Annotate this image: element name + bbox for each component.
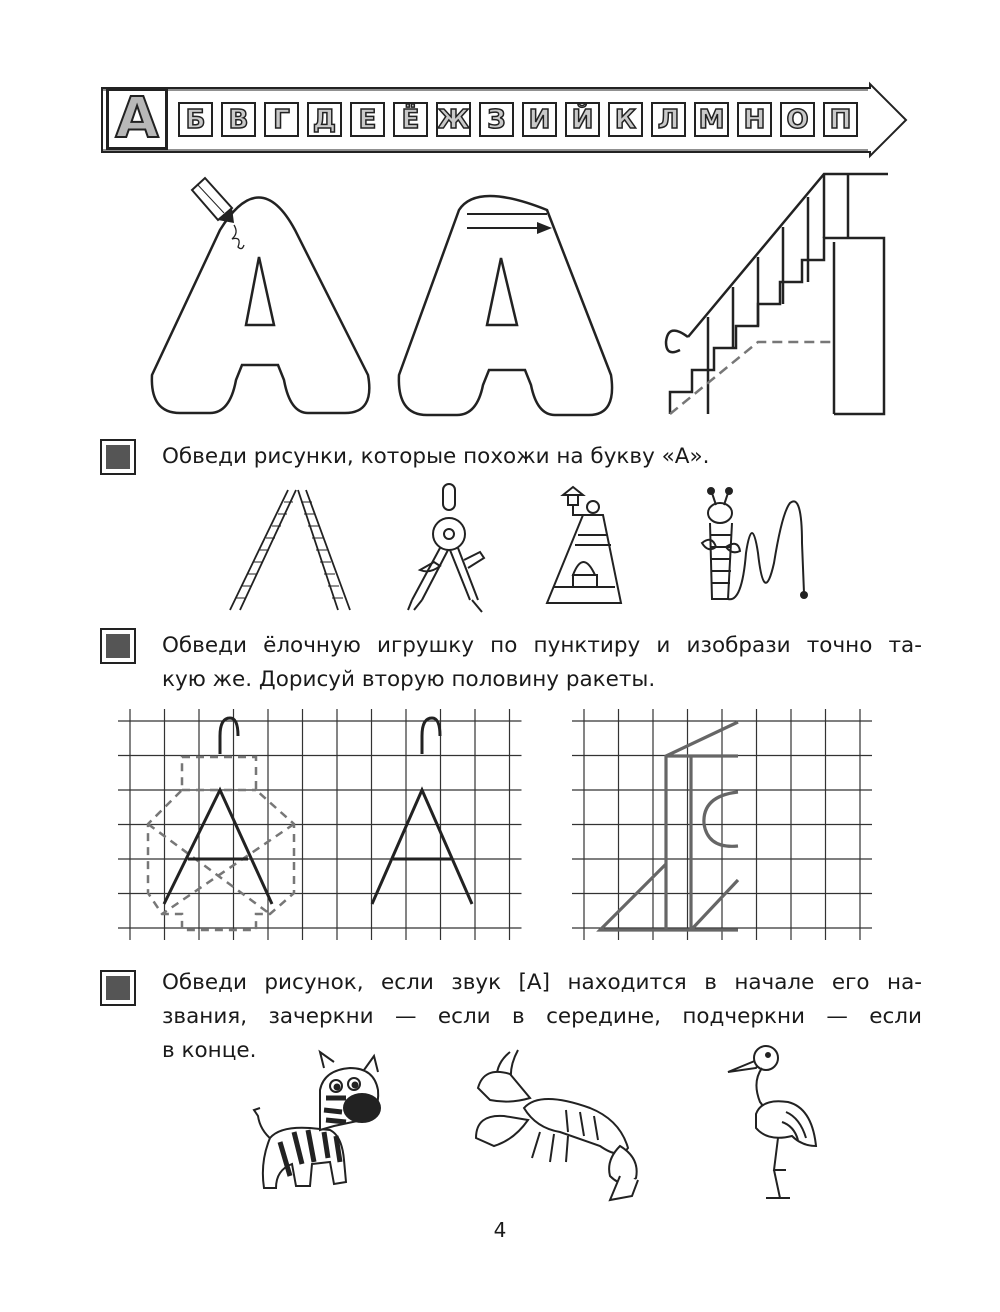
task-marker <box>100 970 136 1006</box>
alphabet-letter: Б <box>178 102 213 137</box>
alphabet-strip <box>100 86 910 154</box>
rocket-grid[interactable] <box>572 704 894 946</box>
alphabet-letter: Ж <box>436 102 471 137</box>
alphabet-letter: Г <box>264 102 299 137</box>
page-number: 4 <box>493 1218 507 1242</box>
stork-icon[interactable] <box>726 1042 826 1202</box>
alphabet-letter: Й <box>565 102 600 137</box>
staircase-illustration <box>658 172 890 420</box>
task-marker <box>100 439 136 475</box>
task-line: Обведи ёлочную игрушку по пунктиру и изобрази точно та- <box>162 633 922 658</box>
letter-a-arrow-illustration <box>397 190 617 420</box>
task-line: Обведи рисунок, если звук [А] находится в начале его на- <box>162 970 922 995</box>
current-letter: А <box>106 88 168 150</box>
task-line: в конце. <box>162 1038 257 1063</box>
alphabet-letter: Л <box>651 102 686 137</box>
alphabet-letter: Е <box>350 102 385 137</box>
alphabet-letter: К <box>608 102 643 137</box>
alphabet-letter: Д <box>307 102 342 137</box>
ladder-icon[interactable] <box>228 488 358 613</box>
alphabet-letter: В <box>221 102 256 137</box>
letter-a-pencil-illustration <box>150 175 380 420</box>
task-marker <box>100 628 136 664</box>
compass-icon[interactable] <box>400 482 495 614</box>
alphabet-letter: Ё <box>393 102 428 137</box>
task-line: кую же. Дорисуй вторую половину ракеты. <box>162 667 656 692</box>
alphabet-letter: О <box>780 102 815 137</box>
alphabet-letter: И <box>522 102 557 137</box>
task-line: Обведи рисунки, которые похожи на букву «А». <box>162 444 710 469</box>
alphabet-letter: П <box>823 102 858 137</box>
task-2-text <box>162 629 922 697</box>
alphabet-letter: З <box>479 102 514 137</box>
caterpillar-icon[interactable] <box>698 483 813 608</box>
crayfish-icon[interactable] <box>470 1048 660 1206</box>
task-line: звания, зачеркни — если в середине, подчеркни — если <box>162 1004 922 1029</box>
zebra-icon[interactable] <box>250 1050 385 1198</box>
pencil-icon <box>192 178 234 223</box>
alphabet-letter: М <box>694 102 729 137</box>
task-1-text <box>162 440 922 474</box>
alphabet-letter: Н <box>737 102 772 137</box>
tower-icon[interactable] <box>543 485 625 607</box>
ornament-grid[interactable] <box>118 704 528 946</box>
